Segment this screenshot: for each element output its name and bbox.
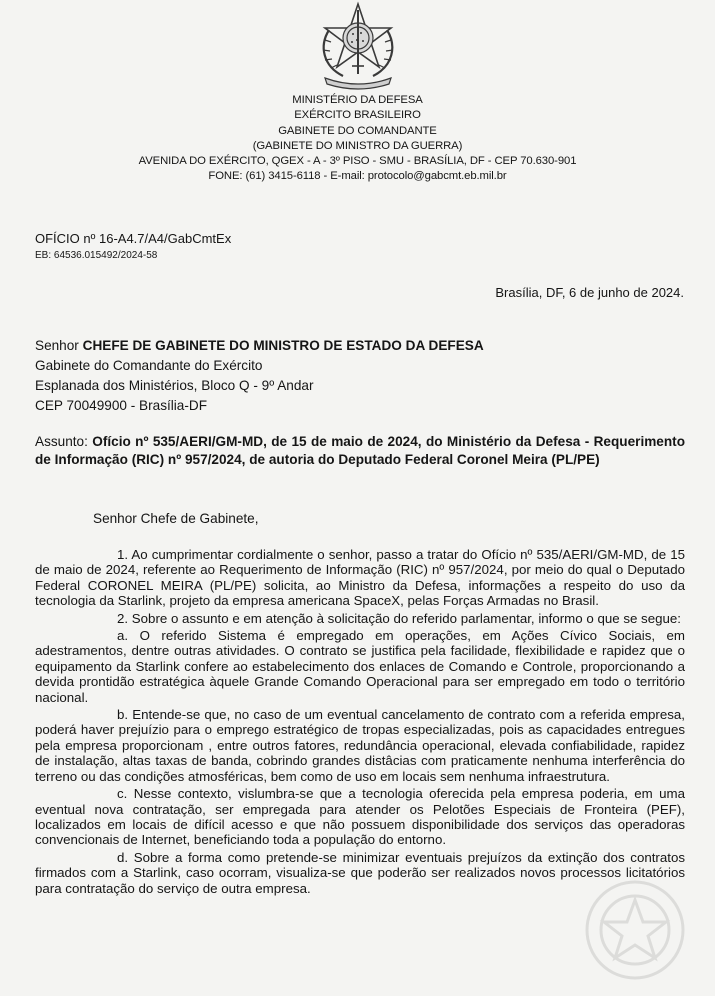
former-office-name: (GABINETE DO MINISTRO DA GUERRA) <box>252 139 463 152</box>
eb-number: EB: 64536.015492/2024-58 <box>35 250 158 261</box>
coat-of-arms-icon <box>303 0 413 90</box>
subject-block <box>35 433 685 469</box>
paragraph-2b: b. Entende-se que, no caso de um eventual cancelamento de contrato com a referida empresa, poderá haver prejuízio para o emprego estratégico de tropas especializadas, pois as capacidades entregues pela empresa proporcionam , entre outros fatores, redundância operacional, elevada confiabilidade, rapidez de instalação, altas taxas de banda, cobrindo grandes distâcias com praticamente nenhuma interferência do terreno ou das condições atmosféricas, bem como de uso em locais sem nenhuma infraestrutura. <box>35 707 685 784</box>
paragraph-2c: c. Nesse contexto, vislumbra-se que a tecnologia oferecida pela empresa poderia, em uma eventual nova contratação, ser empregada para atender os Pelotões Especiais de Fronteira (PEF), localizados em locais de difícil acesso e que não possuem disponibilidade dos serviços das operadoras convencionais de Internet, beneficiando toda a população do entorno. <box>35 786 685 848</box>
addressee-street: Esplanada dos Ministérios, Bloco Q - 9º Andar <box>35 378 314 393</box>
addressee-block <box>35 336 484 416</box>
paragraph-2: 2. Sobre o assunto e em atenção à solicitação do referido parlamentar, informo o que se segue: <box>117 610 681 626</box>
addressee-prefix: Senhor <box>35 338 83 353</box>
letterhead-address: AVENIDA DO EXÉRCITO, QGEX - A - 3º PISO - SMU - BRASÍLIA, DF - CEP 70.630-901 <box>138 155 577 168</box>
office-name: GABINETE DO COMANDANTE <box>278 124 437 137</box>
document-reference <box>35 230 231 263</box>
ministry-name: MINISTÉRIO DA DEFESA <box>292 94 423 106</box>
paragraph-1: 1. Ao cumprimentar cordialmente o senhor, passo a tratar do Ofício nº 535/AERI/GM-MD, de 15 de maio de 2024, referente ao Requerimento de Informação (RIC) nº 957/2024, por meio do qual o Deputado Federal CORONEL MEIRA (PL/PE) solicita, ao Ministro da Defesa, informações a respeito do uso da tecnologia da Starlink, projeto da empresa americana SpaceX, pelas Forças Armadas no Brasil. <box>35 547 685 609</box>
salutation: Senhor Chefe de Gabinete, <box>93 511 259 526</box>
letterhead-contact: FONE: (61) 3415-6118 - E-mail: protocolo@gabcmt.eb.mil.br <box>208 170 507 183</box>
document-date: Brasília, DF, 6 de junho de 2024. <box>495 285 684 300</box>
subject-text: Ofício nº 535/AERI/GM-MD, de 15 de maio de 2024, do Ministério da Defesa - Requerimento de Informação (RIC) nº 957/2024, de autoria do Deputado Federal Coronel Meira (PL/PE) <box>35 434 685 467</box>
subject-label: Assunto: <box>35 434 93 449</box>
addressee-postal: CEP 70049900 - Brasília-DF <box>35 398 208 413</box>
army-name: EXÉRCITO BRASILEIRO <box>294 109 421 122</box>
addressee-title: CHEFE DE GABINETE DO MINISTRO DE ESTADO DA DEFESA <box>82 338 484 353</box>
paragraph-2d: d. Sobre a forma como pretende-se minimizar eventuais prejuízos da extinção dos contratos firmados com a Starlink, caso ocorram, visualiza-se que poderão ser realizados novos processos licitatórios para contratação do serviço de outra empresa. <box>35 849 685 896</box>
watermark-seal-icon <box>560 870 710 990</box>
addressee-office: Gabinete do Comandante do Exército <box>35 358 263 373</box>
letter-body <box>35 547 685 896</box>
letterhead <box>0 93 715 185</box>
oficio-number: OFÍCIO nº 16-A4.7/A4/GabCmtEx <box>35 231 232 246</box>
addressee-line <box>35 336 484 356</box>
paragraph-2a: a. O referido Sistema é empregado em operações, em Ações Cívico Sociais, em adestramentos, dentre outras atividades. O contrato se justifica pela facilidade, flexibilidade e rapidez que o equipamento da Starlink confere ao estabelecimento dos enlaces de Comando e Controle, proporcionando a devida prontidão estratégica àquele Grande Comando Operacional para ser empregado em todo o território nacional. <box>35 628 685 705</box>
